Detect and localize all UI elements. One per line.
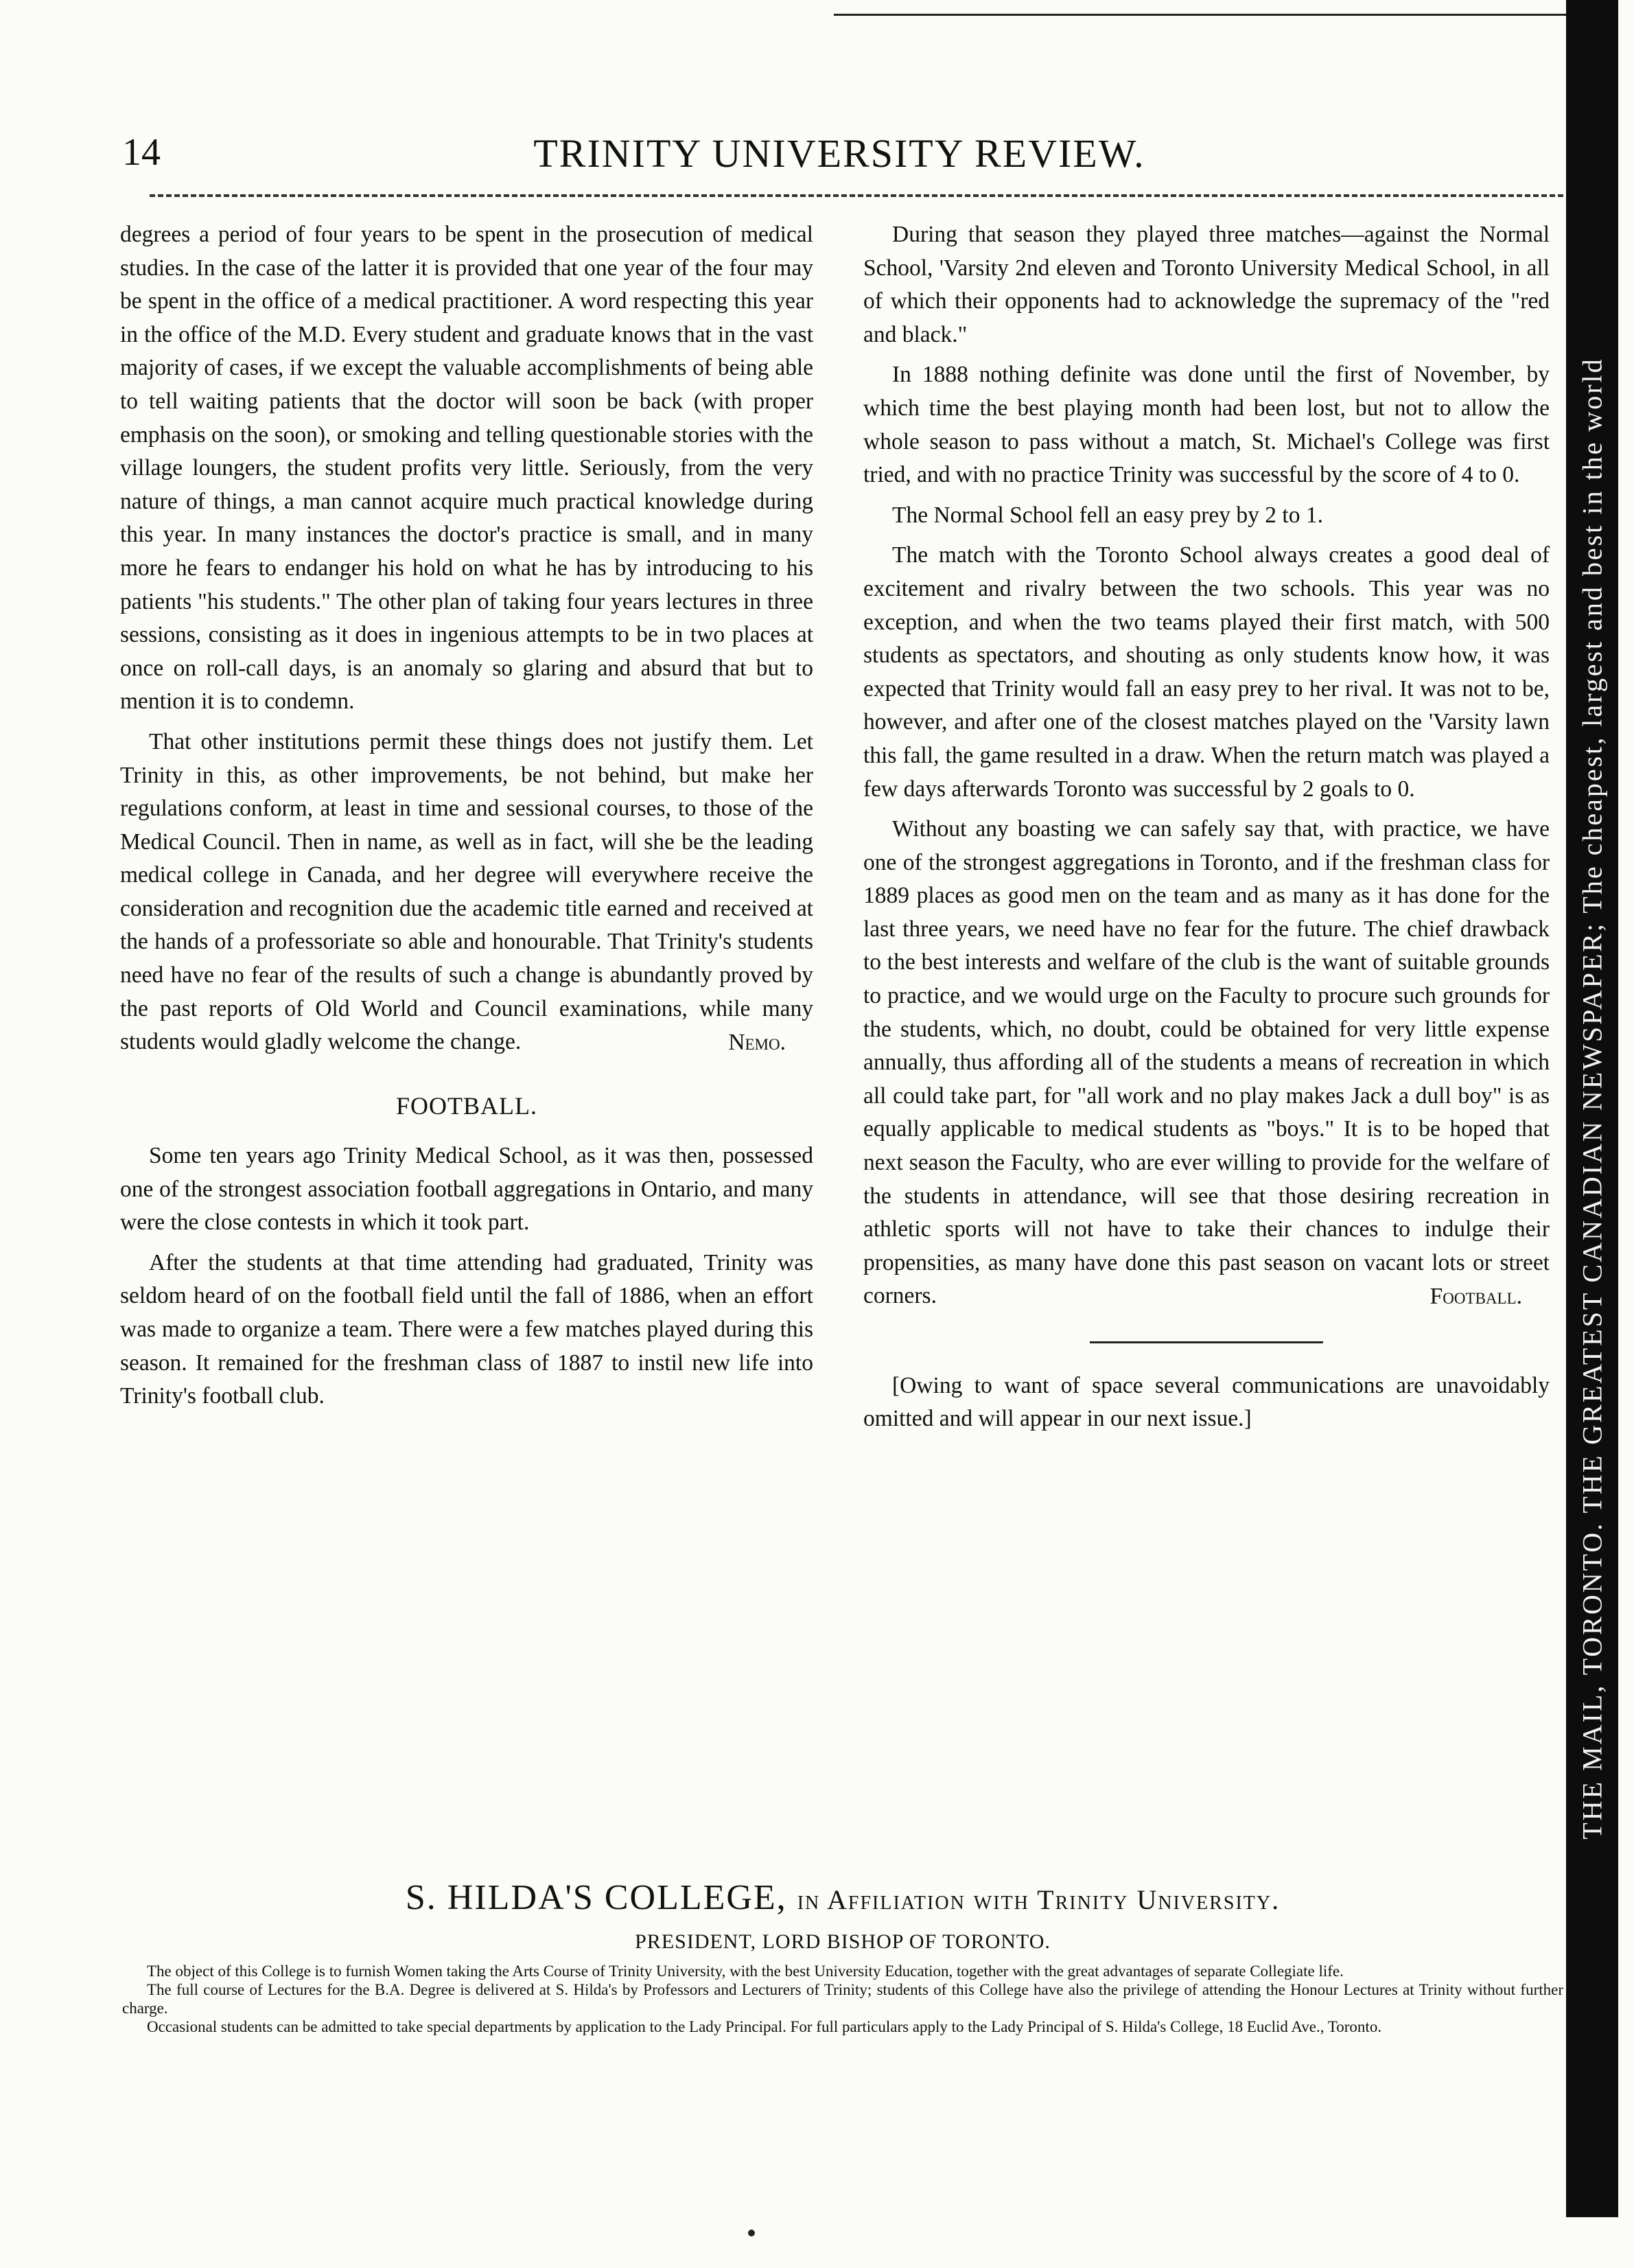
football-signature: Football. xyxy=(1429,1284,1522,1309)
football-paragraph: During that season they played three matches—against the Normal School, 'Varsity 2nd eleven and Toronto University Medical School, in all of which their opponents had to acknowledge the supremacy of the "red and black." xyxy=(863,222,1550,347)
page-mark xyxy=(748,2230,755,2236)
hilda-text xyxy=(122,1962,1563,2036)
hilda-title-name: S. HILDA'S COLLEGE, xyxy=(405,1878,787,1917)
hilda-paragraph: Occasional students can be admitted to take special departments by application to the Lady Principal. For full particulars apply to the Lady Principal of S. Hilda's College, 18 Euclid Ave., Toronto. xyxy=(147,2018,1382,2035)
journal-title: TRINITY UNIVERSITY REVIEW. xyxy=(533,131,1145,176)
editor-note: [Owing to want of space several communications are unavoidably omitted and will appear in our next issue.] xyxy=(863,1372,1550,1432)
hilda-college-notice xyxy=(122,1877,1563,2036)
article-paragraph: degrees a period of four years to be spent in the prosecution of medical studies. In the case of the latter it is provided that one year of the four may be spent in the office of a medical practitioner. A word respecting this year in the office of the M.D. Every student and graduate knows that in the vast majority of cases, if we except the valuable accomplishments of being able to tell waiting patients that the doctor will soon be back (with proper emphasis on the soon), or smoking and telling questionable stories with the village loungers, the student profits very little. Seriously, from the very nature of things, a man cannot acquire much practical knowledge during this year. In many instances the doctor's practice is small, and in many more he fears to endanger his hold on what he has by introducing to his patients "his students." The other plan of taking four years lectures in three sessions, consisting as it does in ingenious attempts to be in two places at once on roll-call days, is an anomaly so glaring and absurd that but to mention it is to condemn. xyxy=(120,222,813,715)
hilda-paragraph: The full course of Lectures for the B.A. Degree is delivered at S. Hilda's by Professors and Lecturers of Trinity; students of this College have also the privilege of attending the Honour Lectures at Trinity without further charge. xyxy=(122,1981,1563,2017)
article-signature: Nemo. xyxy=(728,1029,786,1055)
football-paragraph: Without any boasting we can safely say that, with practice, we have one of the strongest aggregations in Toronto, and if the freshman class for 1889 places as good men on the team and as many as it has done for the last three years, we need have no fear for the future. The chief drawback to the best interests and welfare of the club is the want of suitable grounds to practice, and we would urge on the Faculty to procure such grounds for the students, which, no doubt, could be obtained for very little expense annually, thus affording all of the students a means of recreation in which all could take part, for "all work and no play makes Jack a dull boy" is as equally applicable to medical students as "boys." It is to be hoped that next season the Faculty, who are ever willing to provide for the welfare of the students in attendance, will see that those desiring recreation in athletic sports will not have to take their chances to indulge their propensities, as many have done this past season on vacant lots or street corners. xyxy=(863,816,1550,1309)
top-rule xyxy=(834,14,1589,16)
article-paragraph: That other institutions permit these things does not justify them. Let Trinity in this, as other improvements, be not behind, but make her regulations conform, at least in time and sessional courses, to those of the Medical Council. Then in name, as well as in fact, will she be the leading medical college in Canada, and her degree will everywhere receive the consideration and recognition due the academic title earned and received at the hands of a professoriate so able and honourable. That Trinity's students need have no fear of the results of such a change is abundantly proved by the past reports of Old World and Council examinations, while many students would gladly welcome the change. xyxy=(120,728,813,1055)
left-column xyxy=(120,218,813,1413)
hilda-president: PRESIDENT, LORD BISHOP OF TORONTO. xyxy=(635,1930,1051,1953)
football-heading: FOOTBALL. xyxy=(396,1092,537,1120)
hilda-paragraph: The object of this College is to furnish Women taking the Arts Course of Trinity University, with the best University Education, together with the great advantages of separate Collegiate life. xyxy=(147,1963,1344,1980)
section-divider xyxy=(1090,1341,1323,1343)
page-header xyxy=(122,130,1556,185)
football-paragraph: The Normal School fell an easy prey by 2 to 1. xyxy=(892,502,1323,528)
football-paragraph: After the students at that time attending had graduated, Trinity was seldom heard of on the football field until the fall of 1886, when an effort was made to organize a team. There were a few matches played during this season. It remained for the freshman class of 1887 to instil new life into Trinity's football club. xyxy=(120,1249,813,1409)
right-column xyxy=(863,218,1550,1436)
football-paragraph: The match with the Toronto School always creates a good deal of excitement and rivalry between the two schools. This year was no exception, and when the two teams played their first match, with 500 students as spectators, and shouting as only students know how, it was expected that Trinity would fall an easy prey to her rival. It was not to be, however, and after one of the closest matches played on the 'Varsity lawn this fall, the game resulted in a draw. When the return match was played a few days afterwards Toronto was successful by 2 goals to 0. xyxy=(863,542,1550,802)
hilda-title xyxy=(122,1877,1563,1918)
football-paragraph: In 1888 nothing definite was done until the first of November, by which time the best playing month had been lost, but not to allow the whole season to pass without a match, St. Michael's College was first tried, and with no practice Trinity was successful by the score of 4 to 0. xyxy=(863,362,1550,488)
football-paragraph: Some ten years ago Trinity Medical School, as it was then, possessed one of the strongest association football aggregations in Ontario, and many were the close contests in which it took part. xyxy=(120,1143,813,1236)
hilda-title-affiliation: in Affiliation with Trinity University. xyxy=(797,1884,1281,1915)
page-number: 14 xyxy=(122,131,161,174)
sidebar-advertisement-text: THE MAIL, TORONTO. THE GREATEST CANADIAN NEWSPAPER; The cheapest, largest and best in the world xyxy=(1576,357,1608,1840)
header-rule xyxy=(150,194,1563,197)
